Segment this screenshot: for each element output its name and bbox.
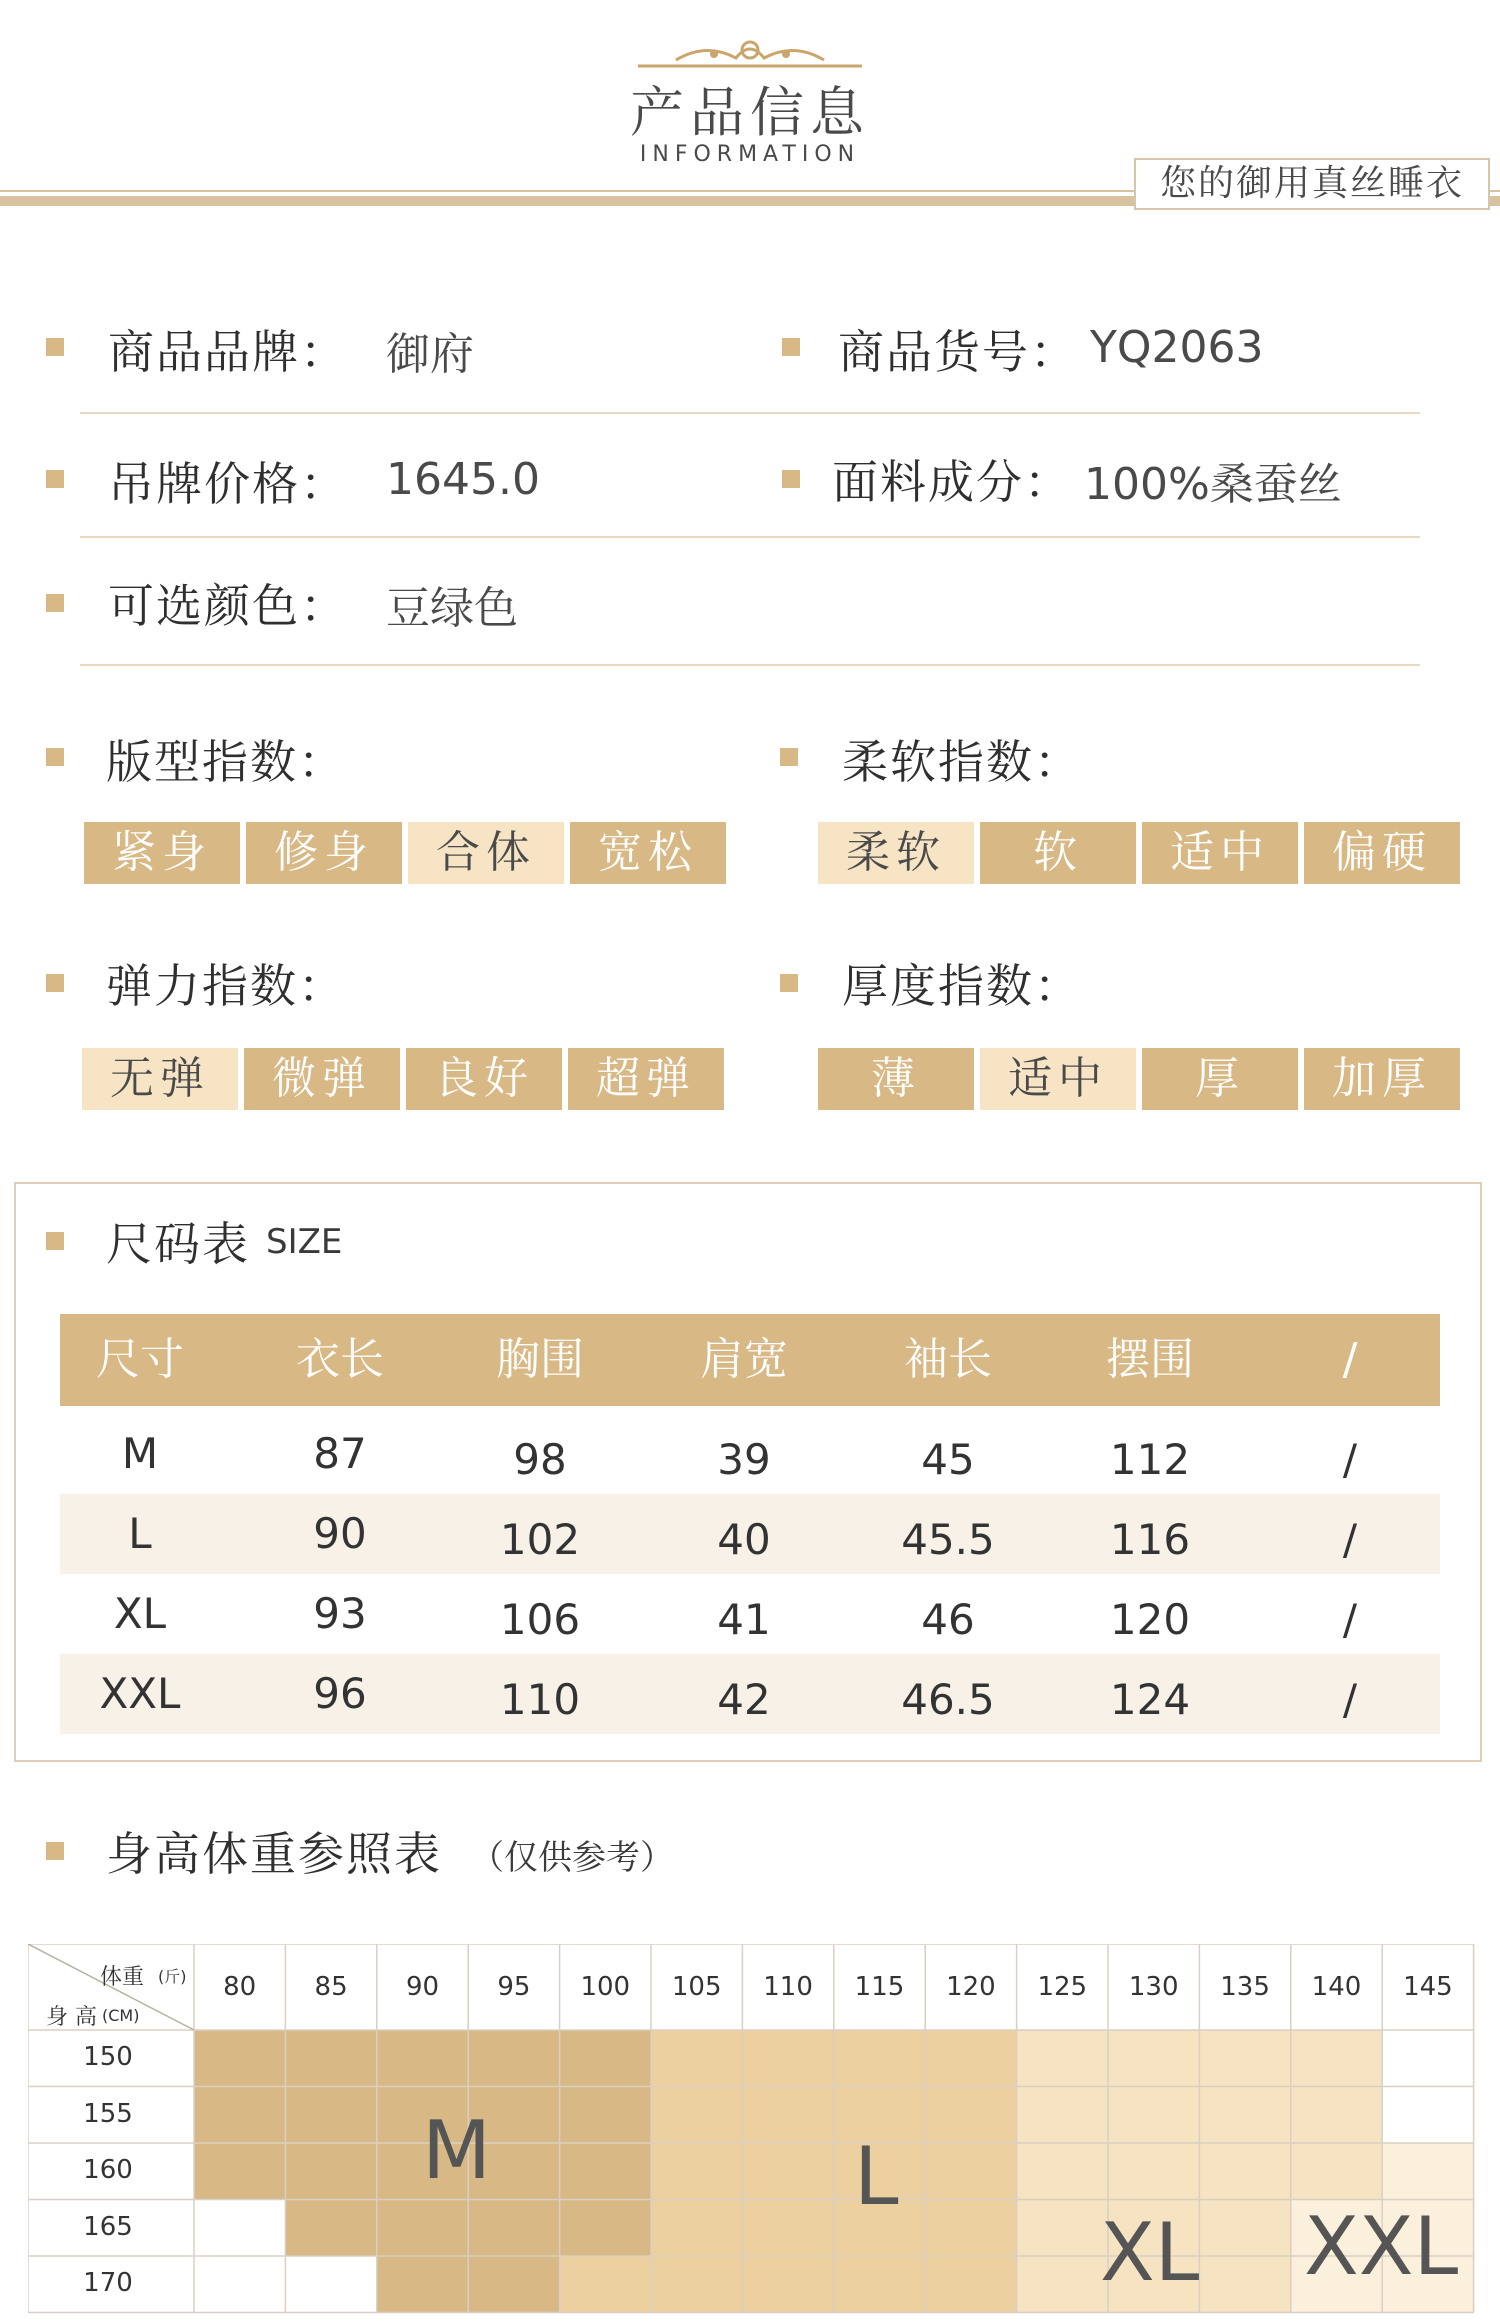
reference-title: 身高体重参照表 (106, 1827, 442, 1881)
fit-option-selected: 合体 (408, 822, 564, 884)
fit-index-label: 版型指数： (106, 735, 346, 789)
bullet-icon (782, 338, 800, 356)
fit-option: 修身 (246, 822, 402, 884)
size-table-header-cell: / (1342, 1334, 1358, 1385)
stretch-option: 微弹 (244, 1048, 400, 1110)
thickness-option-selected: 适中 (980, 1048, 1136, 1110)
size-table-cell: 112 (1109, 1435, 1191, 1484)
size-table-cell: 96 (313, 1669, 367, 1718)
size-table-cell: XXL (99, 1669, 181, 1718)
bullet-icon (46, 1842, 64, 1860)
height-header: 165 (83, 2211, 133, 2242)
stretch-option: 超弹 (568, 1048, 724, 1110)
size-region-label: XL (1100, 2206, 1200, 2299)
size-table-cell: 90 (313, 1509, 367, 1558)
color-label: 可选颜色： (108, 579, 348, 633)
weight-header: 110 (763, 1972, 813, 2002)
size-table-cell: 46 (921, 1595, 975, 1644)
brand-label: 商品品牌： (108, 325, 348, 379)
size-table-cell: 124 (1109, 1675, 1191, 1724)
size-table-cell: M (121, 1429, 159, 1478)
brand-value: 御府 (386, 329, 474, 380)
bullet-icon (46, 748, 64, 766)
softness-index-label: 柔软指数： (842, 735, 1082, 789)
sku-label: 商品货号： (838, 325, 1078, 379)
size-table-cell: 102 (499, 1515, 581, 1564)
header-ornament (636, 36, 864, 72)
height-axis-unit: (CM) (102, 2006, 140, 2025)
size-table-cell: 98 (513, 1435, 567, 1484)
bullet-icon (46, 338, 64, 356)
thickness-option: 厚 (1142, 1048, 1298, 1110)
size-table-cell: / (1342, 1515, 1358, 1564)
height-header: 170 (83, 2268, 133, 2298)
weight-header: 130 (1128, 1972, 1179, 2002)
size-table-cell: / (1342, 1435, 1358, 1484)
height-weight-grid (28, 1944, 1472, 2322)
fit-option: 紧身 (84, 822, 240, 884)
row-divider (80, 412, 1420, 414)
size-table-cell: 120 (1109, 1595, 1191, 1644)
size-table-header-cell: 肩宽 (700, 1334, 788, 1385)
size-region-label: L (854, 2130, 899, 2223)
height-header: 150 (83, 2042, 133, 2072)
size-table-cell: 93 (313, 1589, 367, 1638)
fabric-label: 面料成分： (832, 455, 1072, 509)
weight-header: 145 (1403, 1972, 1453, 2002)
fit-index-scale (84, 822, 724, 884)
size-table-cell: 39 (717, 1435, 771, 1484)
weight-header: 80 (223, 1972, 257, 2002)
size-region-label: XXL (1304, 2200, 1459, 2293)
color-value: 豆绿色 (386, 583, 518, 634)
size-table-header-cell: 袖长 (904, 1334, 992, 1385)
page-title: 产品信息 (630, 81, 870, 144)
size-table-cell: 116 (1109, 1515, 1191, 1564)
size-table-cell: 46.5 (901, 1675, 995, 1724)
weight-header: 105 (671, 1972, 722, 2002)
stretch-option: 良好 (406, 1048, 562, 1110)
height-header: 160 (83, 2155, 133, 2185)
height-header: 155 (83, 2098, 133, 2129)
size-table-cell: / (1342, 1675, 1358, 1724)
slogan-badge: 您的御用真丝睡衣 (1134, 158, 1490, 210)
weight-header: 120 (946, 1972, 996, 2002)
thickness-index-label: 厚度指数： (842, 959, 1082, 1013)
thickness-option: 薄 (818, 1048, 974, 1110)
fabric-value: 100%桑蚕丝 (1084, 459, 1342, 510)
size-table-cell: 40 (717, 1515, 771, 1564)
bullet-icon (46, 594, 64, 612)
weight-axis-unit: (斤) (158, 1967, 187, 1986)
row-divider (80, 536, 1420, 538)
stretch-index-label: 弹力指数： (106, 959, 346, 1013)
size-table-cell: XL (113, 1589, 167, 1638)
softness-option-selected: 柔软 (818, 822, 974, 884)
row-divider (80, 664, 1420, 666)
reference-note: （仅供参考） (470, 1838, 674, 1878)
bullet-icon (780, 974, 798, 992)
size-table-cell: 42 (717, 1675, 771, 1724)
softness-option: 适中 (1142, 822, 1298, 884)
size-table-cell: / (1342, 1595, 1358, 1644)
weight-header: 125 (1037, 1972, 1088, 2002)
bullet-icon (46, 1232, 64, 1250)
size-table-title: 尺码表 (106, 1217, 250, 1271)
size-table-cell: L (128, 1509, 152, 1558)
weight-header: 135 (1220, 1972, 1270, 2002)
price-label: 吊牌价格： (108, 457, 348, 511)
weight-header: 115 (854, 1972, 905, 2002)
sku-value: YQ2063 (1090, 322, 1264, 373)
size-table-header-cell: 尺寸 (96, 1334, 184, 1385)
size-table-cell: 45.5 (901, 1515, 995, 1564)
weight-header: 95 (497, 1972, 531, 2002)
size-table-title-en: SIZE (266, 1222, 343, 1262)
weight-header: 90 (405, 1972, 440, 2002)
softness-index-scale (818, 822, 1458, 884)
weight-axis-label: 体重 (100, 1965, 145, 1990)
stretch-option-selected: 无弹 (82, 1048, 238, 1110)
weight-header: 85 (314, 1972, 348, 2002)
size-region-label: M (422, 2104, 492, 2197)
thickness-index-scale (818, 1048, 1458, 1110)
weight-header: 100 (580, 1972, 631, 2002)
size-table-cell: 45 (921, 1435, 975, 1484)
page-subtitle: INFORMATION (639, 142, 861, 167)
size-table-cell: 106 (499, 1595, 581, 1644)
size-table-cell: 41 (717, 1595, 771, 1644)
bullet-icon (46, 974, 64, 992)
softness-option: 软 (980, 822, 1136, 884)
fit-option: 宽松 (570, 822, 726, 884)
height-axis-label: 身 高 (46, 2005, 97, 2030)
bullet-icon (780, 748, 798, 766)
size-table-cell: 110 (499, 1675, 581, 1724)
softness-option: 偏硬 (1304, 822, 1460, 884)
weight-header: 140 (1311, 1972, 1362, 2002)
stretch-index-scale (82, 1048, 722, 1110)
size-table-header-cell: 摆围 (1106, 1334, 1194, 1385)
bullet-icon (46, 470, 64, 488)
size-table-cell: 87 (313, 1429, 367, 1478)
size-table-header-cell: 胸围 (496, 1334, 584, 1385)
price-value: 1645.0 (386, 454, 540, 505)
size-table-header-cell: 衣长 (296, 1334, 384, 1385)
thickness-option: 加厚 (1304, 1048, 1460, 1110)
bullet-icon (782, 470, 800, 488)
